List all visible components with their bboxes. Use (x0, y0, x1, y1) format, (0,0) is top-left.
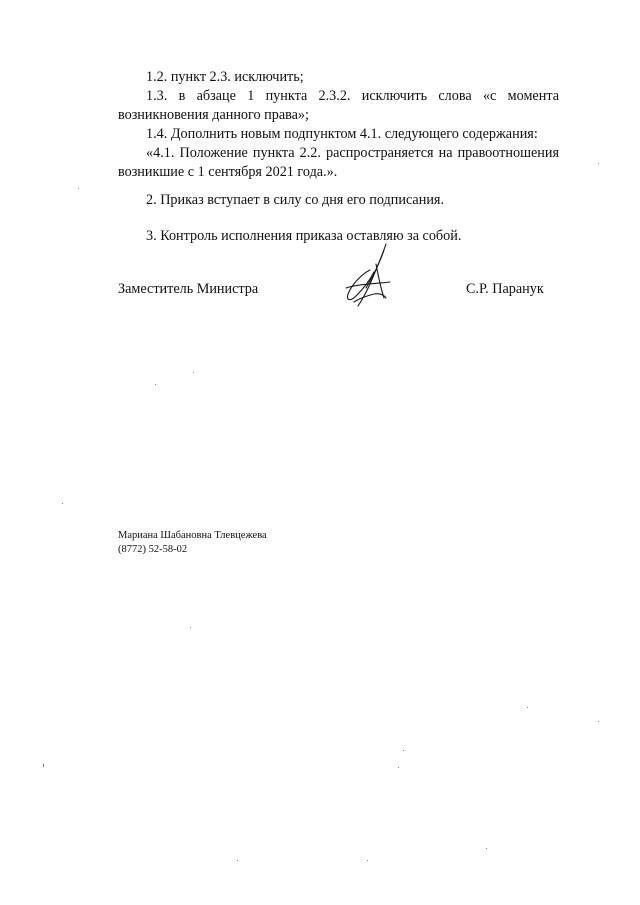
paragraph-3-control: 3. Контроль исполнения приказа оставляю за собой. (146, 228, 462, 245)
signatory-position: Заместитель Министра (118, 281, 259, 297)
scan-speck (527, 707, 528, 708)
contact-phone: (8772) 52-58-02 (118, 544, 188, 555)
paragraph-4-1-quote: «4.1. Положение пункта 2.2. распространяется на правоотношения возникшие с 1 сентября 2021 года.». (118, 145, 559, 181)
handwritten-signature (340, 240, 396, 310)
paragraph-2-effective: 2. Приказ вступает в силу со дня его подписания. (146, 192, 444, 209)
paragraph-1-2: 1.2. пункт 2.3. исключить; (146, 69, 304, 86)
scan-speck (78, 188, 79, 189)
scan-speck (398, 767, 399, 768)
paragraph-1-3: 1.3. в абзаце 1 пункта 2.3.2. исключить слова «с момента возникновения данного права»; (118, 88, 559, 124)
signatory-name: С.Р. Паранук (466, 281, 544, 297)
paragraph-1-4: 1.4. Дополнить новым подпунктом 4.1. следующего содержания: (146, 126, 538, 143)
scan-speck (598, 721, 599, 722)
scan-speck (367, 860, 368, 861)
scan-speck (403, 750, 404, 751)
scan-speck (155, 384, 156, 385)
scan-speck (43, 764, 44, 767)
scan-speck (598, 163, 599, 164)
scan-speck (190, 627, 191, 628)
scan-speck (486, 848, 487, 849)
scan-speck (62, 503, 63, 504)
contact-name: Мариана Шабановна Тлевцежева (118, 530, 267, 541)
scan-speck (193, 372, 194, 373)
scan-speck (237, 860, 238, 861)
